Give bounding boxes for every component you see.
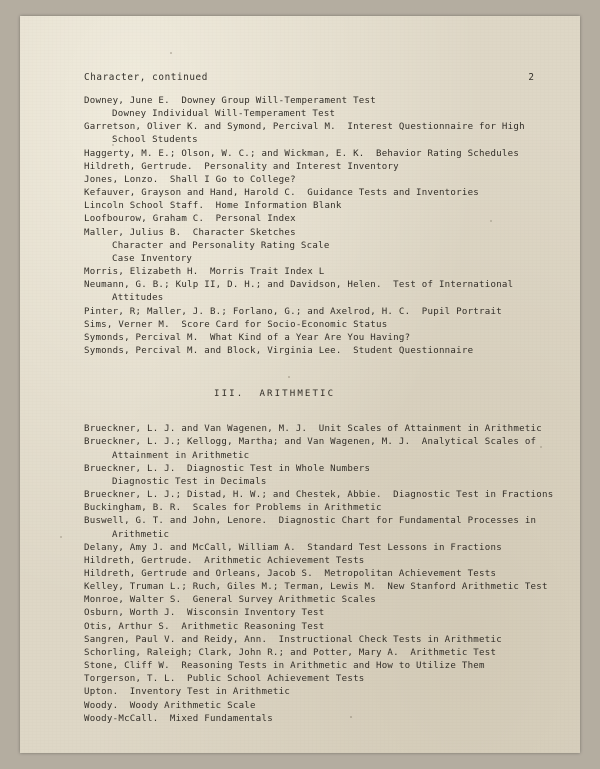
list-item: Arithmetic bbox=[112, 529, 170, 540]
list-item: Hildreth, Gertrude. Arithmetic Achievement Tests bbox=[84, 555, 365, 566]
list-item: Attitudes bbox=[112, 293, 164, 304]
running-title: Character, continued bbox=[84, 72, 208, 83]
list-item: Maller, Julius B. Character Sketches bbox=[84, 227, 296, 238]
page-header bbox=[84, 72, 534, 83]
list-item: Woody-McCall. Mixed Fundamentals bbox=[84, 713, 273, 724]
list-item: Lincoln School Staff. Home Information Blank bbox=[84, 201, 342, 212]
list-item: Woody. Woody Arithmetic Scale bbox=[84, 700, 256, 711]
list-item: Buswell, G. T. and John, Lenore. Diagnostic Chart for Fundamental Processes in bbox=[84, 516, 537, 527]
list-item: Case Inventory bbox=[112, 253, 193, 264]
list-item: Delany, Amy J. and McCall, William A. Standard Test Lessons in Fractions bbox=[84, 542, 502, 553]
list-item: Osburn, Worth J. Wisconsin Inventory Test bbox=[84, 608, 325, 619]
list-item: Brueckner, L. J.; Kellogg, Martha; and Van Wagenen, M. J. Analytical Scales of bbox=[84, 437, 537, 448]
list-item: Pinter, R; Maller, J. B.; Forlano, G.; and Axelrod, H. C. Pupil Portrait bbox=[84, 306, 502, 317]
section-gap bbox=[84, 358, 546, 388]
list-item: Torgerson, T. L. Public School Achievement Tests bbox=[84, 674, 365, 685]
page-content bbox=[20, 16, 580, 753]
list-item: Brueckner, L. J.; Distad, H. W.; and Chestek, Abbie. Diagnostic Test in Fractions bbox=[84, 490, 554, 501]
list-item: Kelley, Truman L.; Ruch, Giles M.; Terman, Lewis M. New Stanford Arithmetic Test bbox=[84, 582, 548, 593]
list-item: Diagnostic Test in Decimals bbox=[112, 476, 267, 487]
list-item: Otis, Arthur S. Arithmetic Reasoning Test bbox=[84, 621, 325, 632]
page-number: 2 bbox=[528, 72, 534, 83]
list-item: Symonds, Percival M. and Block, Virginia Lee. Student Questionnaire bbox=[84, 345, 474, 356]
list-item: Upton. Inventory Test in Arithmetic bbox=[84, 687, 291, 698]
list-item: Jones, Lonzo. Shall I Go to College? bbox=[84, 174, 296, 185]
list-item: Schorling, Raleigh; Clark, John R.; and Potter, Mary A. Arithmetic Test bbox=[84, 647, 497, 658]
list-item: Haggerty, M. E.; Olson, W. C.; and Wickman, E. K. Behavior Rating Schedules bbox=[84, 148, 520, 159]
arithmetic-entry-list bbox=[84, 423, 554, 726]
list-item: Downey, June E. Downey Group Will-Temperament Test bbox=[84, 96, 376, 106]
list-item: Morris, Elizabeth H. Morris Trait Index L bbox=[84, 267, 325, 278]
list-item: Brueckner, L. J. Diagnostic Test in Whole Numbers bbox=[84, 463, 371, 474]
list-item: School Students bbox=[112, 135, 198, 146]
list-item: Character and Personality Rating Scale bbox=[112, 240, 330, 251]
heading-gap bbox=[84, 401, 546, 423]
character-entry-list bbox=[84, 95, 546, 358]
list-item: Buckingham, B. R. Scales for Problems in Arithmetic bbox=[84, 503, 382, 514]
list-item: Hildreth, Gertrude. Personality and Interest Inventory bbox=[84, 161, 399, 172]
list-item: Garretson, Oliver K. and Symond, Percival M. Interest Questionnaire for High bbox=[84, 122, 525, 133]
scanned-page bbox=[20, 16, 580, 753]
list-item: Monroe, Walter S. General Survey Arithmetic Scales bbox=[84, 595, 376, 606]
bibliography-body bbox=[84, 95, 554, 726]
section-heading: III. ARITHMETIC bbox=[214, 389, 336, 400]
list-item: Neumann, G. B.; Kulp II, D. H.; and Davidson, Helen. Test of International bbox=[84, 280, 514, 291]
list-item: Loofbourow, Graham C. Personal Index bbox=[84, 214, 296, 225]
list-item: Hildreth, Gertrude and Orleans, Jacob S. Metropolitan Achievement Tests bbox=[84, 569, 497, 579]
list-item: Sims, Verner M. Score Card for Socio-Economic Status bbox=[84, 319, 388, 330]
list-item: Brueckner, L. J. and Van Wagenen, M. J. Unit Scales of Attainment in Arithmetic bbox=[84, 424, 542, 435]
list-item: Symonds, Percival M. What Kind of a Year Are You Having? bbox=[84, 332, 411, 343]
list-item: Kefauver, Grayson and Hand, Harold C. Guidance Tests and Inventories bbox=[84, 188, 480, 199]
list-item: Downey Individual Will-Temperament Test bbox=[112, 109, 336, 120]
list-item: Attainment in Arithmetic bbox=[112, 450, 250, 461]
list-item: Stone, Cliff W. Reasoning Tests in Arithmetic and How to Utilize Them bbox=[84, 661, 485, 672]
list-item: Sangren, Paul V. and Reidy, Ann. Instructional Check Tests in Arithmetic bbox=[84, 634, 502, 645]
